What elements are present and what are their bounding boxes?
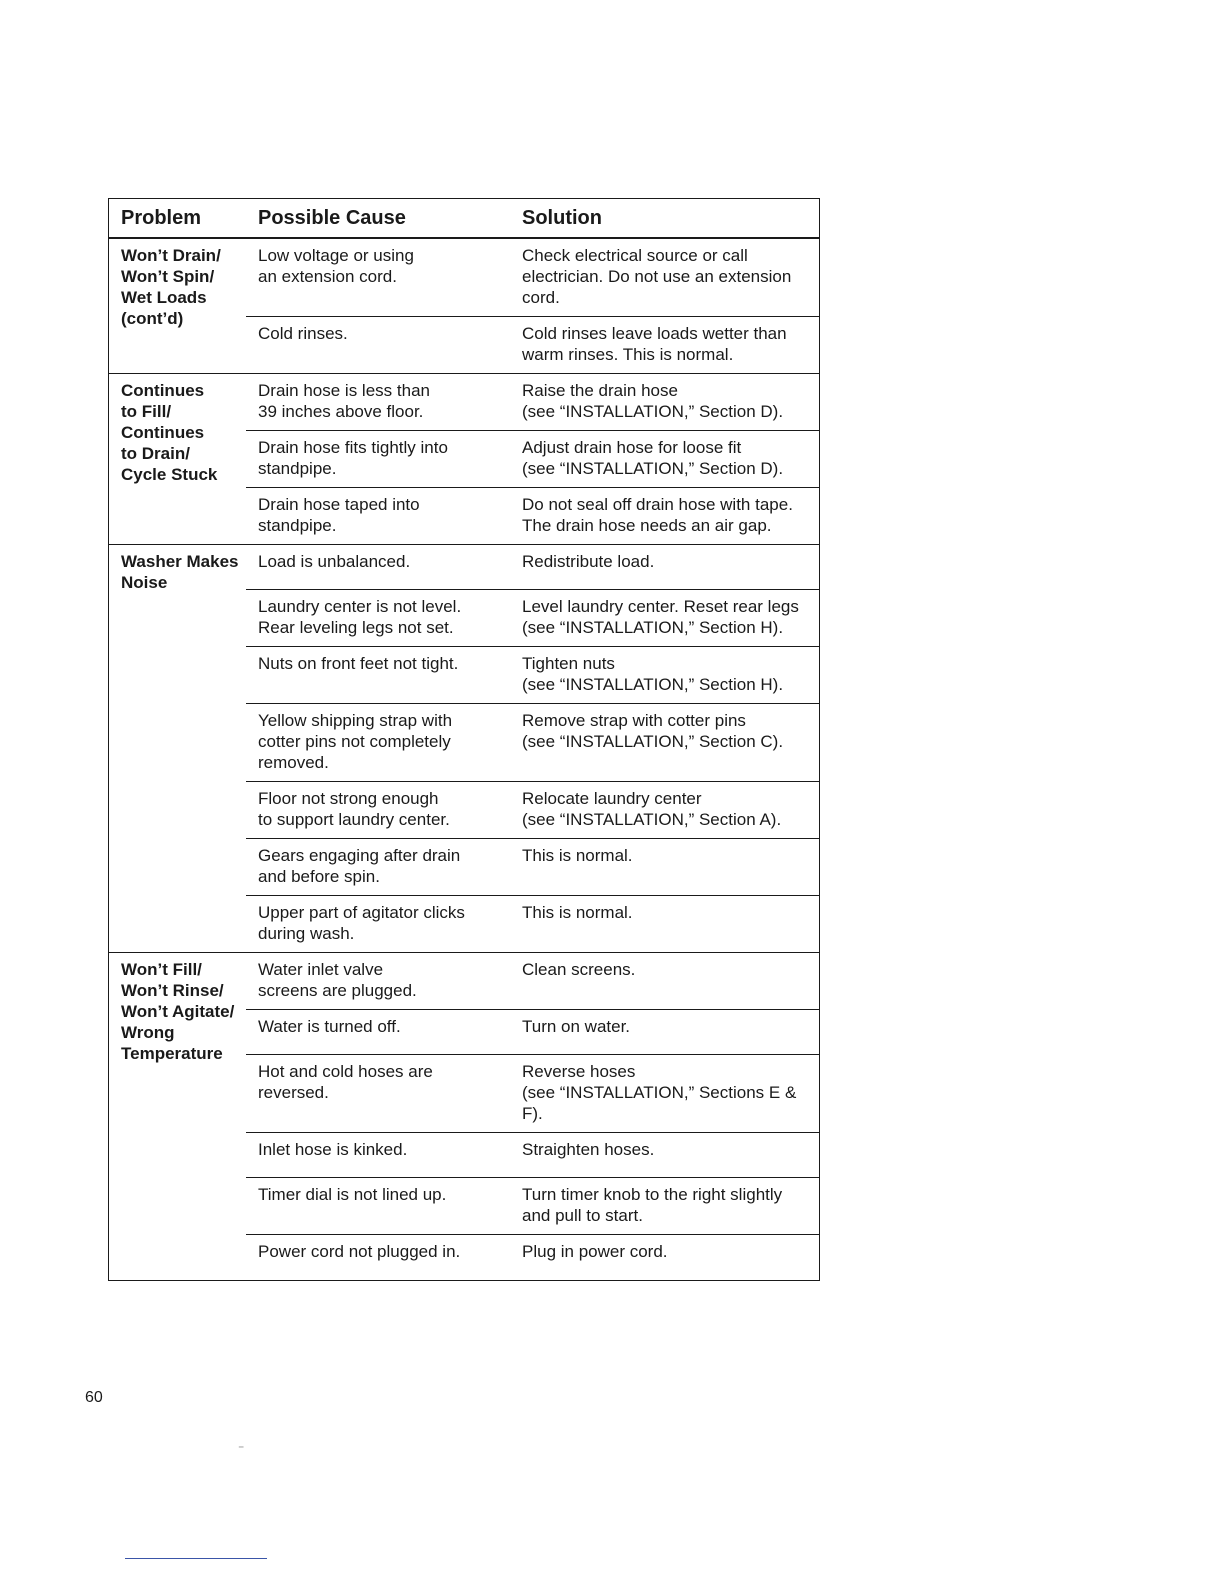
- solution-line: Do not seal off drain hose with tape.: [522, 495, 793, 514]
- solution-cell: [510, 1061, 819, 1124]
- table-row: [246, 782, 819, 839]
- cause-cell: [246, 437, 510, 479]
- cause-cell: [246, 1061, 510, 1124]
- solution-line: Cold rinses leave loads wetter than: [522, 324, 787, 343]
- solution-line: Tighten nuts: [522, 654, 615, 673]
- cause-cell: [246, 710, 510, 773]
- cause-cell: [246, 1241, 510, 1272]
- solution-line: (see “INSTALLATION,” Section C).: [522, 732, 784, 751]
- problem-line: Wet Loads: [121, 288, 207, 307]
- solution-line: electrician. Do not use an extension: [522, 267, 792, 286]
- table-row: [246, 839, 819, 896]
- cause-cell: [246, 494, 510, 536]
- problem-group: [109, 239, 819, 374]
- table-row: [246, 953, 819, 1010]
- solution-cell: [510, 596, 819, 638]
- cause-line: reversed.: [258, 1083, 329, 1102]
- solution-line: Plug in power cord.: [522, 1242, 668, 1261]
- table-row: [246, 1133, 819, 1178]
- solution-line: The drain hose needs an air gap.: [522, 516, 772, 535]
- problem-line: Temperature: [121, 1044, 223, 1063]
- cause-line: screens are plugged.: [258, 981, 417, 1000]
- solution-cell: [510, 902, 819, 944]
- cause-line: Power cord not plugged in.: [258, 1242, 461, 1261]
- cause-cell: [246, 1016, 510, 1046]
- table-row: [246, 1010, 819, 1055]
- cause-solution-rows: [246, 953, 819, 1280]
- table-row: [246, 239, 819, 317]
- cause-solution-rows: [246, 545, 819, 952]
- solution-cell: [510, 1016, 819, 1046]
- solution-cell: [510, 380, 819, 422]
- solution-line: Remove strap with cotter pins: [522, 711, 746, 730]
- solution-line: (see “INSTALLATION,” Section D).: [522, 459, 784, 478]
- solution-line: cord.: [522, 288, 560, 307]
- solution-line: Reverse hoses: [522, 1062, 636, 1081]
- solution-cell: [510, 788, 819, 830]
- solution-line: Check electrical source or call: [522, 246, 748, 265]
- cause-line: Upper part of agitator clicks: [258, 903, 465, 922]
- solution-line: (see “INSTALLATION,” Section H).: [522, 618, 784, 637]
- problem-group: [109, 953, 819, 1280]
- table-row: [246, 896, 819, 952]
- problem-line: Washer Makes: [121, 552, 239, 571]
- solution-cell: [510, 1241, 819, 1272]
- cause-line: an extension cord.: [258, 267, 397, 286]
- solution-cell: [510, 845, 819, 887]
- problem-line: Noise: [121, 573, 168, 592]
- solution-line: Adjust drain hose for loose fit: [522, 438, 742, 457]
- cause-line: Floor not strong enough: [258, 789, 439, 808]
- solution-line: (see “INSTALLATION,” Sections E & F).: [522, 1083, 797, 1123]
- cause-line: Cold rinses.: [258, 324, 348, 343]
- cause-cell: [246, 788, 510, 830]
- solution-line: This is normal.: [522, 846, 633, 865]
- solution-cell: [510, 551, 819, 581]
- cause-cell: [246, 845, 510, 887]
- solution-cell: [510, 494, 819, 536]
- cause-line: Water inlet valve: [258, 960, 384, 979]
- cause-cell: [246, 902, 510, 944]
- table-row: [246, 431, 819, 488]
- table-row: [246, 1178, 819, 1235]
- cause-line: Drain hose is less than: [258, 381, 430, 400]
- solution-line: Level laundry center. Reset rear legs: [522, 597, 799, 616]
- cause-cell: [246, 653, 510, 695]
- problem-cell: [109, 953, 246, 1280]
- cause-cell: [246, 596, 510, 638]
- cause-line: Hot and cold hoses are: [258, 1062, 433, 1081]
- problem-line: to Fill/: [121, 402, 172, 421]
- solution-line: Straighten hoses.: [522, 1140, 655, 1159]
- solution-line: warm rinses. This is normal.: [522, 345, 734, 364]
- table-row: [246, 1055, 819, 1133]
- footer-rule: [125, 1558, 267, 1559]
- cause-solution-rows: [246, 239, 819, 373]
- table-row: [246, 590, 819, 647]
- page-number: 60: [85, 1389, 103, 1406]
- header-problem: Problem: [121, 206, 202, 229]
- cause-line: Inlet hose is kinked.: [258, 1140, 408, 1159]
- scan-mark: ⁻: [238, 1442, 245, 1456]
- header-solution: Solution: [522, 206, 602, 229]
- problem-group: [109, 374, 819, 545]
- table-row: [246, 488, 819, 544]
- problem-group: [109, 545, 819, 953]
- table-row: [246, 1235, 819, 1280]
- solution-line: (see “INSTALLATION,” Section D).: [522, 402, 784, 421]
- cause-cell: [246, 1139, 510, 1169]
- problem-cell: [109, 374, 246, 544]
- solution-cell: [510, 1184, 819, 1226]
- cause-line: Laundry center is not level.: [258, 597, 462, 616]
- problem-line: to Drain/: [121, 444, 190, 463]
- solution-line: Turn on water.: [522, 1017, 631, 1036]
- cause-cell: [246, 323, 510, 365]
- cause-cell: [246, 959, 510, 1001]
- table-row: [246, 317, 819, 373]
- cause-line: Water is turned off.: [258, 1017, 401, 1036]
- solution-cell: [510, 959, 819, 1001]
- cause-line: Timer dial is not lined up.: [258, 1185, 447, 1204]
- cause-line: Drain hose taped into: [258, 495, 420, 514]
- cause-line: Nuts on front feet not tight.: [258, 654, 459, 673]
- cause-line: 39 inches above floor.: [258, 402, 424, 421]
- solution-line: (see “INSTALLATION,” Section A).: [522, 810, 782, 829]
- problem-line: Won’t Rinse/: [121, 981, 224, 1000]
- solution-line: Turn timer knob to the right slightly: [522, 1185, 783, 1204]
- solution-cell: [510, 1139, 819, 1169]
- solution-line: Redistribute load.: [522, 552, 655, 571]
- solution-line: Relocate laundry center: [522, 789, 702, 808]
- cause-line: Low voltage or using: [258, 246, 414, 265]
- solution-line: Clean screens.: [522, 960, 636, 979]
- problem-line: Cycle Stuck: [121, 465, 218, 484]
- table-body: [109, 239, 819, 1280]
- troubleshooting-table: [108, 198, 820, 1281]
- solution-line: Raise the drain hose: [522, 381, 678, 400]
- problem-line: Won’t Spin/: [121, 267, 215, 286]
- table-row: [246, 647, 819, 704]
- cause-line: Gears engaging after drain: [258, 846, 461, 865]
- table-header: [109, 199, 819, 239]
- cause-line: Yellow shipping strap with: [258, 711, 453, 730]
- table-row: [246, 704, 819, 782]
- table-row: [246, 374, 819, 431]
- cause-solution-rows: [246, 374, 819, 544]
- cause-line: Drain hose fits tightly into: [258, 438, 448, 457]
- cause-line: to support laundry center.: [258, 810, 450, 829]
- problem-cell: [109, 545, 246, 952]
- problem-line: Won’t Drain/: [121, 246, 221, 265]
- problem-line: (cont’d): [121, 309, 184, 328]
- solution-line: (see “INSTALLATION,” Section H).: [522, 675, 784, 694]
- problem-line: Continues: [121, 423, 205, 442]
- problem-line: Won’t Fill/: [121, 960, 202, 979]
- table-row: [246, 545, 819, 590]
- solution-cell: [510, 653, 819, 695]
- cause-line: during wash.: [258, 924, 355, 943]
- cause-cell: [246, 380, 510, 422]
- cause-cell: [246, 245, 510, 308]
- problem-line: Wrong: [121, 1023, 175, 1042]
- solution-line: This is normal.: [522, 903, 633, 922]
- problem-line: Continues: [121, 381, 205, 400]
- solution-cell: [510, 245, 819, 308]
- solution-cell: [510, 437, 819, 479]
- solution-line: and pull to start.: [522, 1206, 643, 1225]
- cause-cell: [246, 1184, 510, 1226]
- cause-line: standpipe.: [258, 516, 337, 535]
- cause-cell: [246, 551, 510, 581]
- problem-cell: [109, 239, 246, 373]
- cause-line: removed.: [258, 753, 329, 772]
- cause-line: cotter pins not completely: [258, 732, 451, 751]
- problem-line: Won’t Agitate/: [121, 1002, 235, 1021]
- header-possible-cause: Possible Cause: [258, 206, 406, 229]
- cause-line: Load is unbalanced.: [258, 552, 411, 571]
- solution-cell: [510, 710, 819, 773]
- cause-line: standpipe.: [258, 459, 337, 478]
- solution-cell: [510, 323, 819, 365]
- cause-line: and before spin.: [258, 867, 380, 886]
- cause-line: Rear leveling legs not set.: [258, 618, 454, 637]
